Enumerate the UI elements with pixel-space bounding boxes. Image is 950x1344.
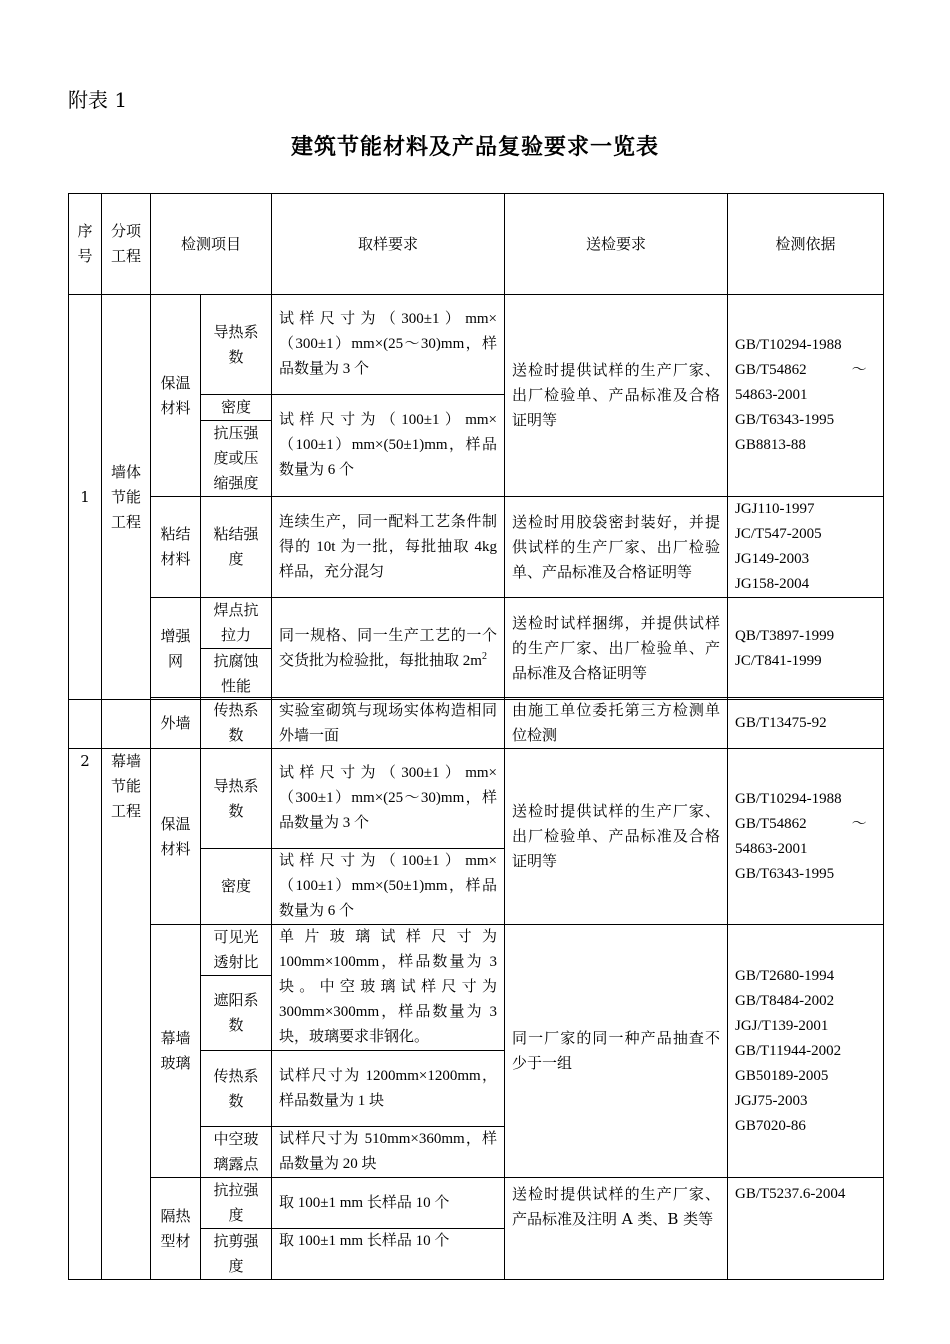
header-sub: 分项工程: [102, 194, 151, 295]
material-cell: 外墙: [151, 698, 201, 749]
sampling-cell: 试样尺寸为（100±1）mm×（100±1）mm×(50±1)mm，样品数量为 6 个: [272, 849, 505, 925]
seq-cell-cont: [69, 698, 102, 749]
appendix-label: 附表 1: [68, 88, 128, 112]
subproject-cell: 墙体节能工程: [102, 295, 151, 700]
item-cell: 密度: [201, 849, 272, 925]
basis-line: GB/T54862 ～: [735, 815, 867, 832]
subproject-cell-cont: [102, 698, 151, 749]
sampling-cell: 试样尺寸为（100±1）mm×（100±1）mm×(50±1)mm，样品数量为 6 个: [272, 395, 505, 497]
sampling-cell: 取 100±1 mm 长样品 10 个: [272, 1178, 505, 1229]
basis-line: GB/T54862 ～: [735, 362, 867, 378]
material-cell: 保温材料: [151, 749, 201, 925]
item-cell: 抗压强度或压缩强度: [201, 421, 272, 497]
basis-line: GB/T6343-1995: [735, 865, 835, 882]
basis-line: JGJ110-1997: [735, 501, 815, 517]
submission-cell: 送检时用胶袋密封装好，并提供试样的生产厂家、出厂检验单、产品标准及合格证明等: [505, 497, 728, 598]
basis-line: JG158-2004: [735, 576, 810, 592]
submission-cell: 送检时试样捆绑，并提供试样的生产厂家、出厂检验单、产品标准及合格证明等: [505, 598, 728, 700]
table-row: [69, 698, 884, 749]
basis-cell: [728, 295, 884, 497]
basis-line: GB/T8484-2002: [735, 992, 835, 1009]
basis-line: QB/T3897-1999: [735, 627, 835, 644]
basis-line: JC/T547-2005: [735, 526, 822, 542]
sampling-cell: 连续生产，同一配料工艺条件制得的 10t 为一批，每批抽取 4kg 样品，充分混匀: [272, 497, 505, 598]
basis-line: JC/T841-1999: [735, 652, 822, 669]
basis-line: JGJ/T139-2001: [735, 1017, 829, 1034]
basis-cell: [728, 925, 884, 1178]
sampling-cell: 单片玻璃试样尺寸为 100mm×100mm，样品数量为 3 块。中空玻璃试样尺寸为 300mm×300mm，样品数量为 3 块，玻璃要求非钢化。: [272, 925, 505, 1051]
header-item: 检测项目: [151, 194, 272, 295]
item-cell: 抗剪强度: [201, 1229, 272, 1280]
sampling-text: 同一规格、同一生产工艺的一个交货批为检验批，每批抽取 2m: [279, 627, 498, 669]
item-cell: 密度: [201, 395, 272, 421]
page-title: 建筑节能材料及产品复验要求一览表: [290, 134, 659, 160]
basis-cell: GB/T13475-92: [728, 698, 884, 749]
item-cell: 焊点抗拉力: [201, 598, 272, 649]
header-submission: 送检要求: [505, 194, 728, 295]
item-cell: 抗腐蚀性能: [201, 649, 272, 700]
basis-line: GB/T2680-1994: [735, 967, 835, 984]
header-sampling: 取样要求: [272, 194, 505, 295]
item-cell: 可见光透射比: [201, 925, 272, 976]
item-cell: 传热系数: [201, 698, 272, 749]
submission-cell: 送检时提供试样的生产厂家、出厂检验单、产品标准及合格证明等: [505, 749, 728, 925]
basis-cell: [728, 598, 884, 700]
superscript: 2: [481, 650, 487, 662]
material-cell: 粘结材料: [151, 497, 201, 598]
sampling-cell: 试样尺寸为 1200mm×1200mm，样品数量为 1 块: [272, 1051, 505, 1127]
submission-cell: 送检时提供试样的生产厂家、产品标准及注明 A 类、B 类等: [505, 1178, 728, 1280]
item-cell: 抗拉强度: [201, 1178, 272, 1229]
requirements-table-cont: [68, 697, 884, 1280]
basis-line: 54863-2001: [735, 840, 808, 857]
header-basis: 检测依据: [728, 194, 884, 295]
item-cell: 传热系数: [201, 1051, 272, 1127]
item-cell: 导热系数: [201, 295, 272, 395]
header-seq: 序号: [69, 194, 102, 295]
sampling-cell: 试样尺寸为（300±1）mm×（300±1）mm×(25～30)mm，样品数量为 3 个: [272, 295, 505, 395]
basis-line: GB50189-2005: [735, 1067, 829, 1084]
material-cell: 保温材料: [151, 295, 201, 497]
basis-line: GB/T11944-2002: [735, 1042, 842, 1059]
basis-line: GB7020-86: [735, 1117, 806, 1134]
basis-line: GB/T10294-1988: [735, 790, 842, 807]
sampling-cell: 实验室砌筑与现场实体构造相同外墙一面: [272, 698, 505, 749]
requirements-table: [68, 193, 884, 751]
table-row: [69, 925, 884, 976]
basis-line: 54863-2001: [735, 387, 808, 403]
seq-cell: 2: [69, 749, 102, 1280]
sampling-cell: [272, 598, 505, 700]
table-row: [69, 749, 884, 849]
submission-cell: 送检时提供试样的生产厂家、出厂检验单、产品标准及合格证明等: [505, 295, 728, 497]
basis-cell: [728, 749, 884, 925]
submission-cell: 同一厂家的同一种产品抽查不少于一组: [505, 925, 728, 1178]
item-cell: 粘结强度: [201, 497, 272, 598]
item-cell: 中空玻璃露点: [201, 1127, 272, 1178]
basis-line: GB/T10294-1988: [735, 337, 842, 353]
table-row: [69, 497, 884, 598]
material-cell: 幕墙玻璃: [151, 925, 201, 1178]
sampling-cell: 试样尺寸为（300±1）mm×（300±1）mm×(25～30)mm，样品数量为 3 个: [272, 749, 505, 849]
header-row: [69, 194, 884, 295]
basis-cell: GB/T5237.6-2004: [728, 1178, 884, 1280]
basis-line: JG149-2003: [735, 551, 810, 567]
basis-line: GB8813-88: [735, 437, 806, 453]
table-row: [69, 295, 884, 395]
table-row: [69, 598, 884, 649]
basis-line: JGJ75-2003: [735, 1092, 808, 1109]
subproject-cell: 幕墙节能工程: [102, 749, 151, 1280]
basis-line: GB/T6343-1995: [735, 412, 835, 428]
material-cell: 增强网: [151, 598, 201, 700]
item-cell: 导热系数: [201, 749, 272, 849]
table-row: [69, 1178, 884, 1229]
sampling-cell: 取 100±1 mm 长样品 10 个: [272, 1229, 505, 1280]
basis-cell: [728, 497, 884, 598]
submission-cell: 由施工单位委托第三方检测单位检测: [505, 698, 728, 749]
item-cell: 遮阳系数: [201, 976, 272, 1051]
material-cell: 隔热型材: [151, 1178, 201, 1280]
sampling-cell: 试样尺寸为 510mm×360mm，样品数量为 20 块: [272, 1127, 505, 1178]
seq-cell: 1: [69, 295, 102, 700]
